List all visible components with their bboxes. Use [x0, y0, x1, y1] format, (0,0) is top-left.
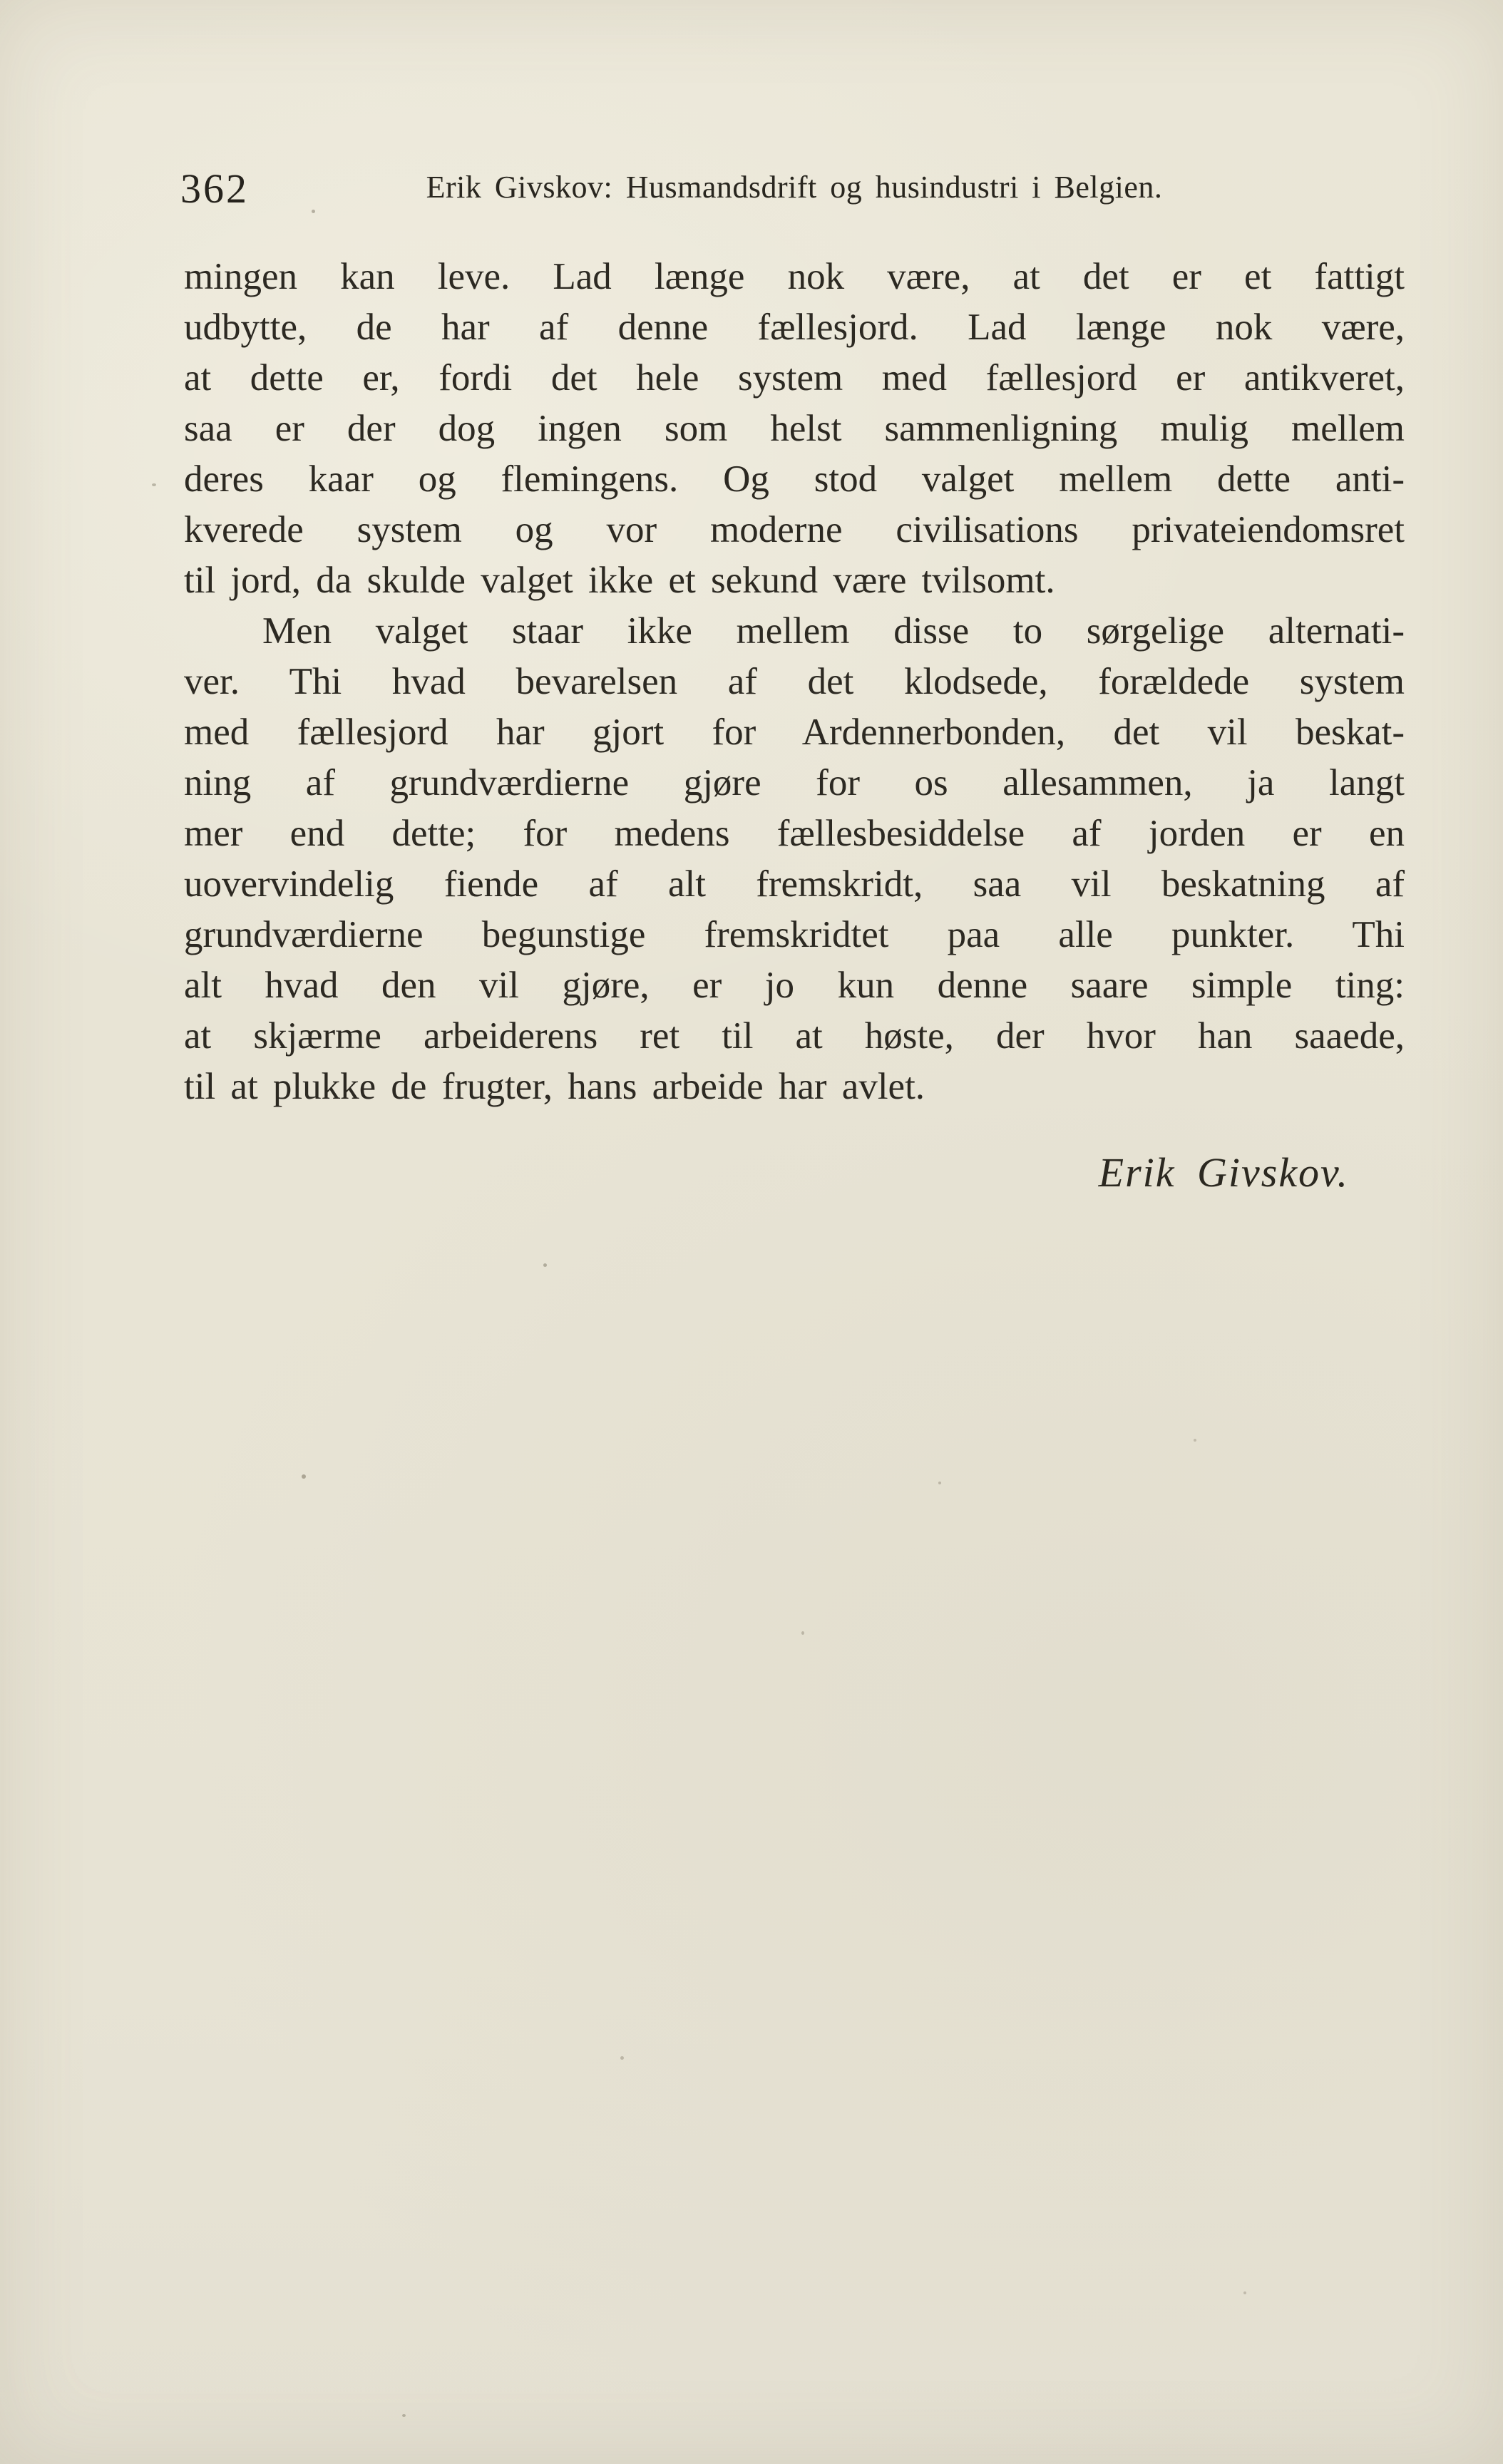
- text-line: at dette er, fordi det hele system med fællesjord er antikveret,: [184, 357, 1405, 399]
- text-line paragraph-start: Men valget staar ikke mellem disse to sørgelige alternati-: [262, 610, 1405, 652]
- text-line: uovervindelig fiende af alt fremskridt, saa vil beskatning af: [184, 863, 1405, 905]
- text-line: til jord, da skulde valget ikke et sekund være tvilsomt.: [184, 560, 1055, 601]
- paper-speck: [402, 2414, 406, 2417]
- paper-speck: [1243, 2291, 1246, 2294]
- paper-speck: [152, 483, 156, 486]
- page-number: 362: [180, 165, 249, 212]
- body-text-block: [184, 252, 1405, 1112]
- text-line: mer end dette; for medens fællesbesiddelse af jorden er en: [184, 813, 1405, 854]
- text-line: at skjærme arbeiderens ret til at høste, der hvor han saaede,: [184, 1015, 1405, 1057]
- running-title: Erik Givskov: Husmandsdrift og husindustri i Belgien.: [426, 170, 1163, 205]
- text-line: alt hvad den vil gjøre, er jo kun denne saare simple ting:: [184, 965, 1405, 1006]
- author-signature: Erik Givskov.: [1098, 1149, 1349, 1196]
- paper-speck: [620, 2056, 624, 2060]
- text-line: kverede system og vor moderne civilisations privateiendomsret: [184, 509, 1405, 550]
- running-header: [180, 0, 1405, 228]
- text-line: ver. Thi hvad bevarelsen af det klodsede, forældede system: [184, 661, 1405, 702]
- text-line: udbytte, de har af denne fællesjord. Lad længe nok være,: [184, 307, 1405, 348]
- text-line: grundværdierne begunstige fremskridtet paa alle punkter. Thi: [184, 914, 1405, 955]
- text-line: saa er der dog ingen som helst sammenligning mulig mellem: [184, 408, 1405, 449]
- text-line: deres kaar og flemingens. Og stod valget mellem dette anti-: [184, 458, 1405, 500]
- paper-speck: [543, 1263, 547, 1267]
- paper-speck: [1194, 1439, 1196, 1442]
- paper-speck: [801, 1631, 804, 1635]
- text-line: til at plukke de frugter, hans arbeide har avlet.: [184, 1066, 925, 1107]
- paper-speck: [938, 1482, 941, 1484]
- text-line: med fællesjord har gjort for Ardennerbonden, det vil beskat-: [184, 712, 1405, 753]
- text-line: mingen kan leve. Lad længe nok være, at det er et fattigt: [184, 256, 1405, 297]
- paper-speck: [302, 1474, 306, 1479]
- text-line: ning af grundværdierne gjøre for os allesammen, ja langt: [184, 762, 1405, 804]
